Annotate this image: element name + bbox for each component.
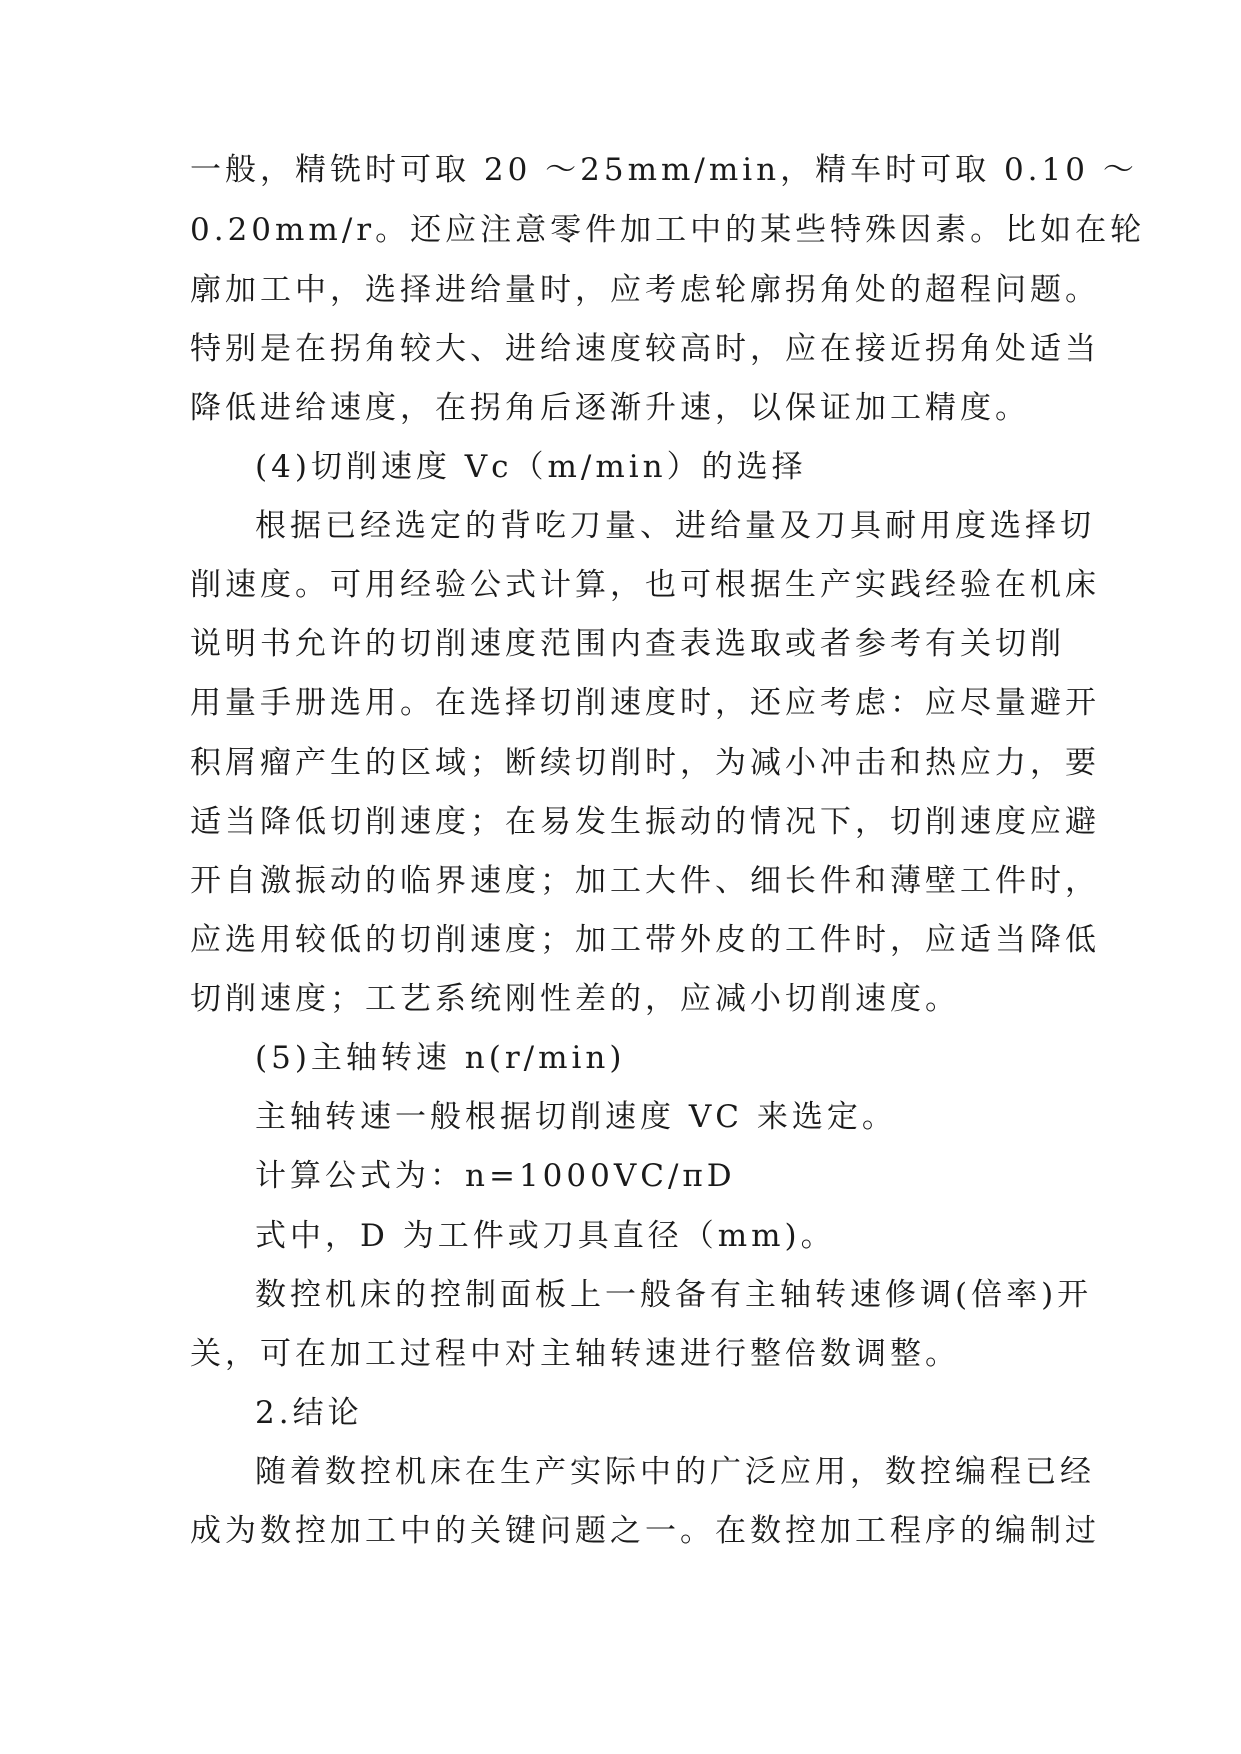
text-line: 廓加工中，选择进给量时，应考虑轮廓拐角处的超程问题。 (190, 272, 1100, 308)
text-line: 式中，D 为工件或刀具直径（mm)。 (255, 1218, 836, 1254)
text-line: 开自激振动的临界速度；加工大件、细长件和薄壁工件时， (190, 863, 1100, 899)
text-line: 一般，精铣时可取 20 ～25mm/min，精车时可取 0.10 ～ (190, 152, 1138, 188)
text-line: 主轴转速一般根据切削速度 VC 来选定。 (255, 1099, 897, 1135)
text-line: 应选用较低的切削速度；加工带外皮的工件时，应适当降低 (190, 922, 1100, 958)
formula-line: 计算公式为：n=1000VC/πD (255, 1158, 736, 1194)
section-heading-spindle-speed: (5)主轴转速 n(r/min) (255, 1040, 626, 1076)
text-line: 切削速度；工艺系统刚性差的，应减小切削速度。 (190, 981, 960, 1017)
text-line: 数控机床的控制面板上一般备有主轴转速修调(倍率)开 (255, 1277, 1093, 1313)
text-line: 降低进给速度，在拐角后逐渐升速，以保证加工精度。 (190, 390, 1030, 426)
section-heading-cutting-speed: (4)切削速度 Vc（m/min）的选择 (255, 449, 807, 485)
section-heading-conclusion: 2.结论 (255, 1395, 363, 1431)
text-line: 积屑瘤产生的区域；断续切削时，为减小冲击和热应力，要 (190, 745, 1100, 781)
text-line: 0.20mm/r。还应注意零件加工中的某些特殊因素。比如在轮 (190, 212, 1146, 248)
text-line: 适当降低切削速度；在易发生振动的情况下，切削速度应避 (190, 804, 1100, 840)
text-line: 根据已经选定的背吃刀量、进给量及刀具耐用度选择切 (255, 508, 1095, 544)
text-line: 说明书允许的切削速度范围内查表选取或者参考有关切削 (190, 626, 1065, 662)
text-line: 用量手册选用。在选择切削速度时，还应考虑：应尽量避开 (190, 685, 1100, 721)
text-line: 随着数控机床在生产实际中的广泛应用，数控编程已经 (255, 1454, 1095, 1490)
text-line: 特别是在拐角较大、进给速度较高时，应在接近拐角处适当 (190, 331, 1100, 367)
text-line: 削速度。可用经验公式计算，也可根据生产实践经验在机床 (190, 567, 1100, 603)
text-line: 成为数控加工中的关键问题之一。在数控加工程序的编制过 (190, 1513, 1100, 1549)
text-line: 关，可在加工过程中对主轴转速进行整倍数调整。 (190, 1336, 960, 1372)
